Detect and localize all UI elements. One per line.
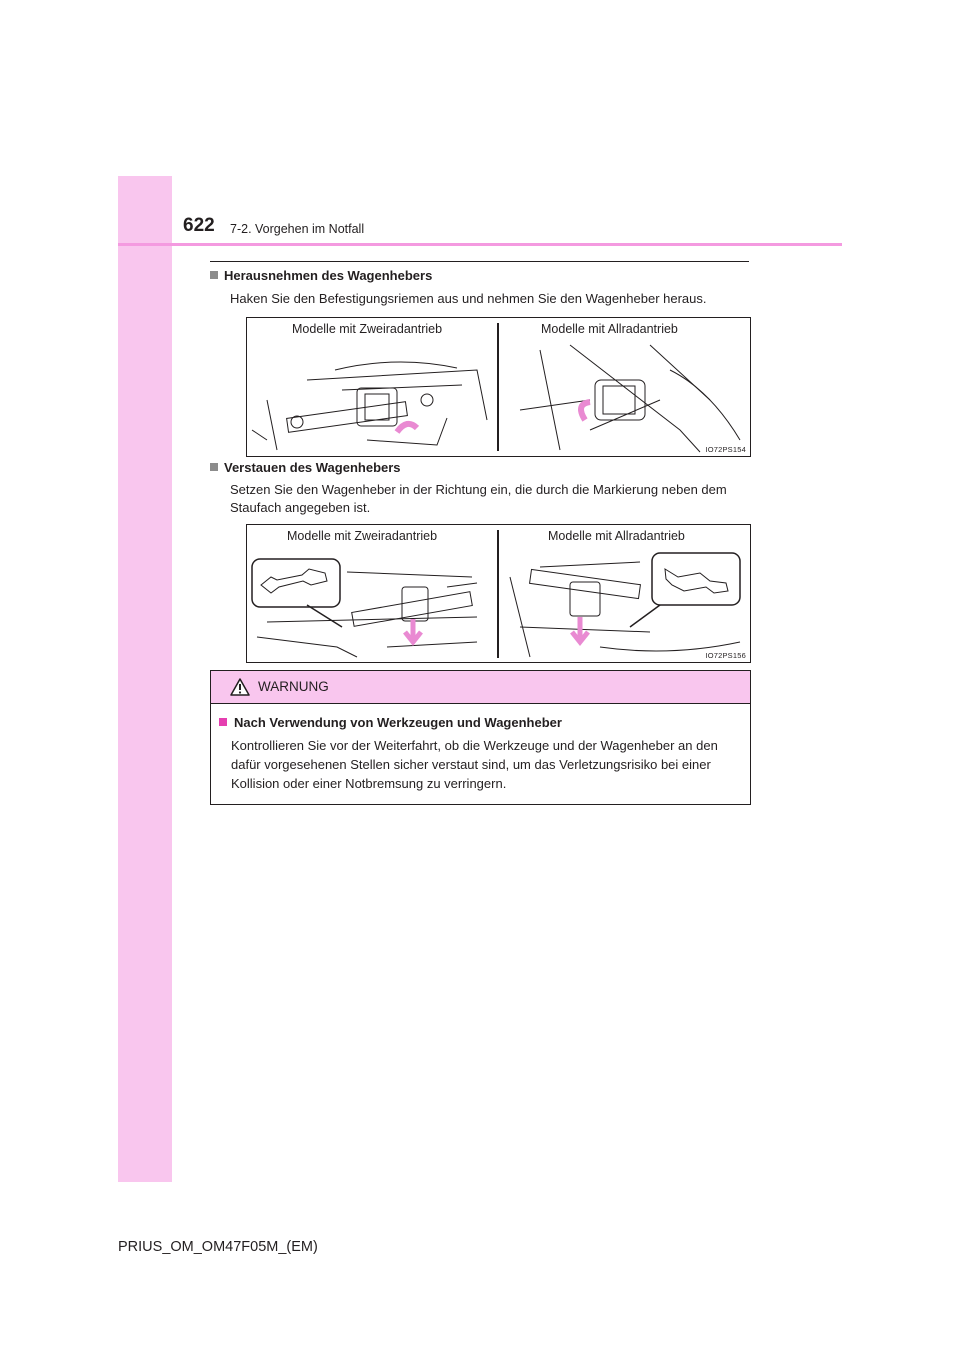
figure-code: IO72PS154 (705, 445, 746, 454)
warning-title: WARNUNG (258, 679, 329, 694)
figure-code: IO72PS156 (705, 651, 746, 660)
bullet-square-icon (210, 463, 218, 471)
jack-storage-2wd-illustration (247, 547, 495, 661)
jack-removal-2wd-illustration (247, 340, 495, 454)
section-heading-store-jack: Verstauen des Wagenhebers (210, 460, 401, 475)
figure-caption-awd: Modelle mit Allradantrieb (541, 322, 678, 336)
warning-heading: Nach Verwendung von Werkzeugen und Wagenheber (219, 715, 562, 730)
header-divider (118, 243, 842, 246)
page-number: 622 (183, 215, 215, 236)
figure-divider (497, 530, 499, 658)
section-body-remove-jack: Haken Sie den Befestigungsriemen aus und nehmen Sie den Wagenheber heraus. (230, 291, 707, 306)
document-code: PRIUS_OM_OM47F05M_(EM) (118, 1239, 318, 1255)
figure-remove-jack (246, 317, 751, 457)
insert-arrow-icon (405, 619, 421, 642)
warning-box (210, 670, 751, 805)
lift-arrow-icon (581, 402, 590, 420)
chapter-title: 7-2. Vorgehen im Notfall (230, 222, 365, 236)
jack-storage-awd-illustration (500, 547, 748, 661)
figure-store-jack (246, 524, 751, 663)
figure-divider (497, 323, 499, 451)
bullet-square-icon (210, 271, 218, 279)
figure-caption-2wd: Modelle mit Zweiradantrieb (292, 322, 443, 336)
section-heading-remove-jack: Herausnehmen des Wagenhebers (210, 268, 432, 283)
lift-arrow-icon (397, 424, 417, 432)
section-body-store-jack: Setzen Sie den Wagenheber in der Richtung ein, die durch die Markierung neben dem Staufach angegeben ist. (230, 482, 727, 515)
warning-text: Kontrollieren Sie vor der Weiterfahrt, ob die Werkzeuge und der Wagenheber an den dafür vorgesehenen Stellen sicher verstaut sind, um das Verletzungsrisiko bei einer Kollision oder einer Notbremsung zu verringern. (231, 738, 718, 791)
figure-caption-awd: Modelle mit Allradantrieb (548, 529, 685, 543)
warning-triangle-icon (230, 678, 250, 696)
warning-header (211, 671, 750, 704)
section-divider (210, 261, 749, 262)
jack-removal-awd-illustration (500, 340, 748, 454)
side-tab-band (118, 176, 172, 1182)
figure-caption-2wd: Modelle mit Zweiradantrieb (287, 529, 438, 543)
bullet-square-icon (219, 718, 227, 726)
